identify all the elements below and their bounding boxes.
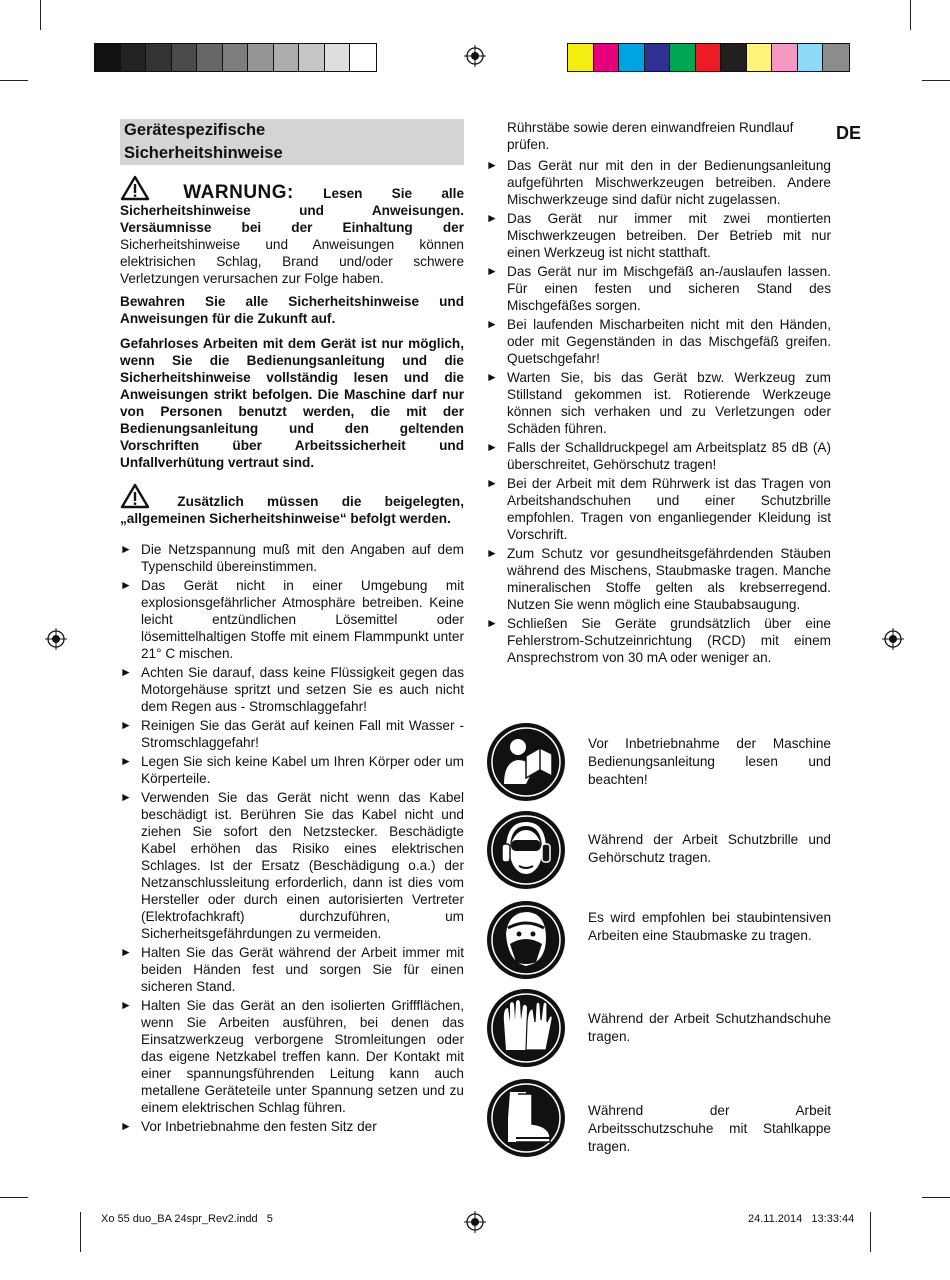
footer-datetime: 24.11.2014 13:33:44	[748, 1213, 855, 1225]
color-swatch	[146, 44, 172, 71]
list-item: ► Schließen Sie Geräte grundsätzlich über eine Fehlerstrom-Schutzeinrichtung (RCD) mit einem Ansprechstrom von 30 mA oder weniger an.	[486, 615, 831, 666]
color-swatch	[248, 44, 274, 71]
color-swatch	[568, 44, 594, 71]
additional-warning: Zusätzlich müssen die beigelegten, „allgemeinen Sicherheitshinweise“ befolgt werden.	[120, 483, 464, 527]
list-item: ► Das Gerät nur mit den in der Bedienungsanleitung aufgeführten Mischwerkzeugen betreiben. Andere Mischwerkzeuge sind dafür nicht zugelassen.	[486, 157, 831, 208]
warning-paragraph	[120, 175, 464, 287]
registration-mark-icon	[464, 1211, 486, 1233]
read-manual-icon	[486, 722, 566, 802]
color-swatch	[350, 44, 376, 71]
goggles-earmuffs-icon	[486, 810, 566, 890]
color-swatch	[172, 44, 198, 71]
pictogram-text: Vor Inbetriebnahme der Maschine Bedienungsanleitung lesen und beachten!	[588, 736, 831, 787]
language-tab: DE	[836, 123, 862, 143]
color-swatch	[798, 44, 824, 71]
list-item: ► Reinigen Sie das Gerät auf keinen Fall mit Wasser - Stromschlaggefahr!	[120, 717, 464, 751]
list-item: ► Halten Sie das Gerät an den isolierten Griffflächen, wenn Sie Arbeiten ausführen, bei denen das Einsatzwerkzeug verborgene Stromleitungen oder das eigene Netzkabel treffen kann. Der Kontakt mit einer spannungsführenden Leitung kann auch metallene Geräteteile unter Spannung setzen und zu einem elektrischen Schlag führen.	[120, 997, 464, 1116]
crop-mark	[0, 80, 28, 81]
warning-triangle-icon	[120, 483, 150, 509]
color-swatch	[299, 44, 325, 71]
list-item: ► Das Gerät nur immer mit zwei montierten Mischwerkzeugen betreiben. Der Betrieb mit nur einen Werkzeug ist nicht statthaft.	[486, 210, 831, 261]
color-swatch	[325, 44, 351, 71]
color-swatch	[670, 44, 696, 71]
color-swatch	[594, 44, 620, 71]
right-column	[486, 119, 831, 668]
color-swatch	[772, 44, 798, 71]
list-item: ► Verwenden Sie das Gerät nicht wenn das Kabel beschädigt ist. Berühren Sie das Kabel nicht und ziehen Sie sofort den Netzstecker. Beschädigte Kabel erhöhen das Risiko eines elektrischen Schlages. Ist der Ersatz (Beschädigung o.a.) der Netzanschlussleitung erforderlich, dann ist dies vom Hersteller oder durch einen autorisierten Vertreter (Elektrofachkraft) durchzuführen, um Sicherheitsgefährdungen zu vermeiden.	[120, 789, 464, 942]
warning-triangle-icon	[120, 175, 150, 201]
registration-mark-icon	[464, 45, 486, 67]
crop-mark	[922, 1197, 950, 1198]
footer-filename: Xo 55 duo_BA 24spr_Rev2.indd 5	[101, 1213, 273, 1225]
color-swatch	[747, 44, 773, 71]
list-item: ► Zum Schutz vor gesundheitsgefährdenden Stäuben während des Mischens, Staubmaske tragen. Manche mineralischen Stoffe gelten als krebserregend. Nutzen Sie wenn möglich eine Staubabsaugung.	[486, 545, 831, 613]
process-color-bar	[567, 43, 850, 72]
color-swatch	[95, 44, 121, 71]
pictogram-text: Während der Arbeit Schutzhandschuhe tragen.	[588, 1011, 831, 1044]
list-item: ► Achten Sie darauf, dass keine Flüssigkeit gegen das Motorgehäuse spritzt und setzen Sie es auch nicht dem Regen aus - Stromschlaggefahr!	[120, 664, 464, 715]
list-item: ► Das Gerät nur im Mischgefäß an-/auslaufen lassen. Für einen festen und sicheren Stand des Mischgefäßes sorgen.	[486, 263, 831, 314]
left-bullet-list	[120, 541, 464, 1135]
color-swatch	[823, 44, 849, 71]
section-heading: Gerätespezifische Sicherheitshinweise	[120, 119, 464, 165]
list-item: ► Die Netzspannung muß mit den Angaben auf dem Typenschild übereinstimmen.	[120, 541, 464, 575]
color-swatch	[121, 44, 147, 71]
list-item: ► Warten Sie, bis das Gerät bzw. Werkzeug zum Stillstand gekommen ist. Rotierende Werkzeuge können sich verhaken und zu Verletzungen oder Schäden führen.	[486, 369, 831, 437]
warning-word: WARNUNG:	[183, 182, 294, 203]
list-item: ► Vor Inbetriebnahme den festen Sitz der	[120, 1118, 464, 1135]
registration-mark-icon	[882, 628, 904, 650]
color-swatch	[645, 44, 671, 71]
crop-mark	[80, 1212, 81, 1252]
list-item: ► Bei der Arbeit mit dem Rührwerk ist das Tragen von Arbeitshandschuhen und einer Schutzbrille empfohlen. Tragen von enganliegender Kleidung ist Vorschrift.	[486, 475, 831, 543]
safety-boots-icon	[486, 1078, 566, 1158]
list-item: ► Falls der Schalldruckpegel am Arbeitsplatz 85 dB (A) überschreitet, Gehörschutz tragen!	[486, 439, 831, 473]
color-swatch	[721, 44, 747, 71]
list-item: ► Das Gerät nicht in einer Umgebung mit explosionsgefährlicher Atmosphäre betreiben. Keine leicht entzündlichen Lösemittel oder lösemittelhaltigen Stoffe mit einem Flammpunkt unter 21° C mischen.	[120, 577, 464, 662]
pictogram-text: Es wird empfohlen bei staubintensiven Arbeiten eine Staubmaske zu tragen.	[588, 910, 831, 943]
color-swatch	[223, 44, 249, 71]
pictogram-row	[486, 988, 831, 1072]
pictogram-text: Während der Arbeit Schutzbrille und Gehörschutz tragen.	[588, 832, 831, 865]
gloves-icon	[486, 988, 566, 1068]
crop-mark	[870, 1212, 871, 1252]
list-item: ► Halten Sie das Gerät während der Arbeit immer mit beiden Händen fest und sorgen Sie für einen sicheren Stand.	[120, 944, 464, 995]
keep-instructions: Bewahren Sie alle Sicherheitshinweise und Anweisungen für die Zukunft auf.	[120, 294, 464, 326]
registration-mark-icon	[45, 628, 67, 650]
warning-text-bold: Lesen Sie alle Sicherheitshinweise und Anweisungen. Versäumnisse bei der Einhaltung der	[120, 186, 465, 235]
color-swatch	[619, 44, 645, 71]
pictogram-row	[486, 722, 831, 806]
list-item: ► Legen Sie sich keine Kabel um Ihren Körper oder um Körperteile.	[120, 753, 464, 787]
color-swatch	[696, 44, 722, 71]
pictogram-row	[486, 810, 831, 894]
crop-mark	[922, 80, 950, 81]
warning-text: Sicherheitshinweise und Anweisungen können elektrisichen Schlag, Brand und/oder schwere Verletzungen verursachen zur Folge haben.	[120, 237, 464, 286]
crop-mark	[910, 0, 911, 30]
grayscale-color-bar	[94, 43, 377, 72]
left-column	[120, 119, 464, 1137]
color-swatch	[197, 44, 223, 71]
safe-work-paragraph: Gefahrloses Arbeiten mit dem Gerät ist nur möglich, wenn Sie die Bedienungsanleitung und die Sicherheitshinweise vollständig lesen und die Anweisungen strikt befolgen. Die Maschine darf nur von Personen benutzt werden, die mit der Bedienungsanleitung und den geltenden Vorschriften über Arbeitssicherheit und Unfallverhütung vertraut sind.	[120, 336, 464, 470]
dust-mask-icon	[486, 900, 566, 980]
continuation-text: Rührstäbe sowie deren einwandfreien Rundlauf prüfen.	[507, 120, 794, 152]
pictogram-text: Während der Arbeit Arbeitsschutzschuhe mit Stahlkappe tragen.	[588, 1103, 831, 1154]
crop-mark	[0, 1197, 28, 1198]
pictogram-row	[486, 900, 831, 984]
pictogram-row	[486, 1078, 831, 1162]
list-item: ► Bei laufenden Mischarbeiten nicht mit den Händen, oder mit Gegenständen in das Mischgefäß greifen. Quetschgefahr!	[486, 316, 831, 367]
right-bullet-list	[486, 157, 831, 666]
crop-mark	[40, 0, 41, 30]
color-swatch	[274, 44, 300, 71]
